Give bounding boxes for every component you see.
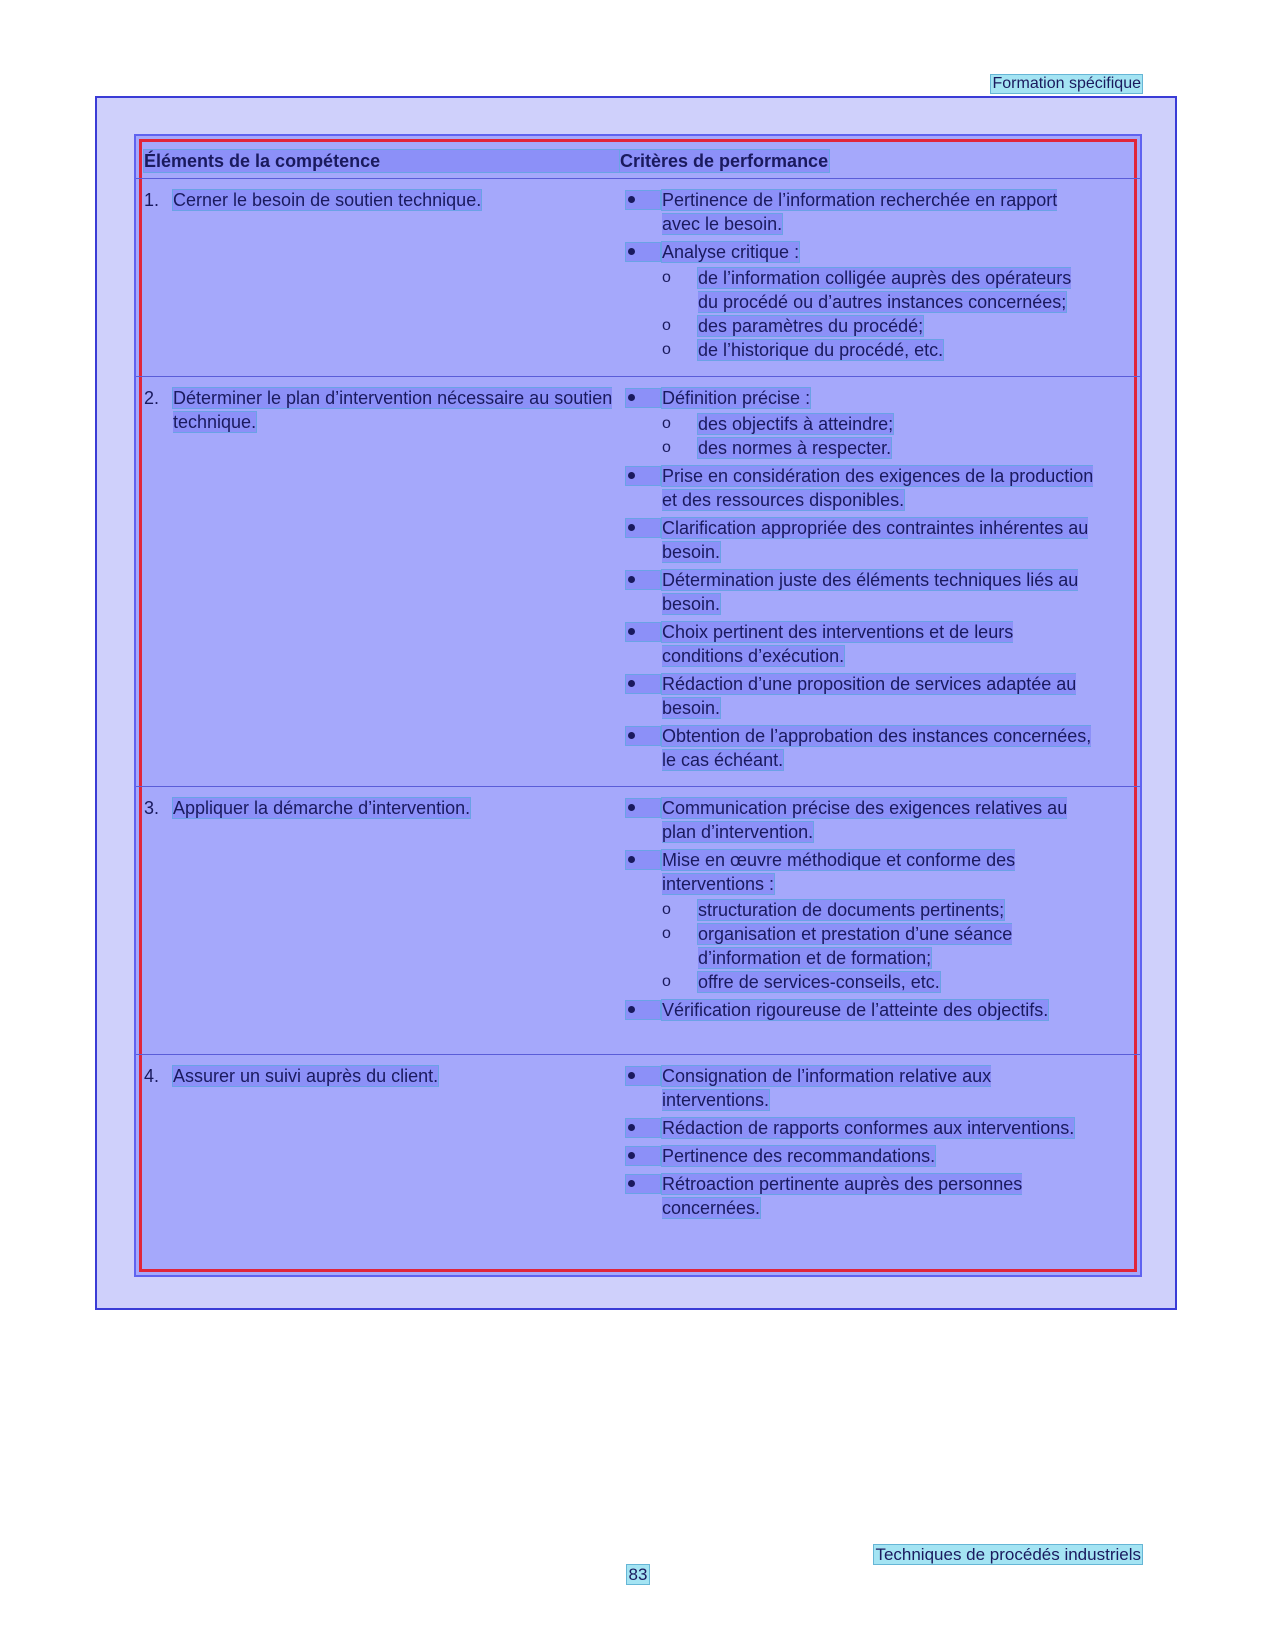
bullet-icon — [626, 467, 660, 485]
sub-bullet-icon: o — [662, 415, 671, 432]
bullet-icon — [626, 1001, 660, 1019]
element-row-1 — [144, 188, 632, 212]
sub-criterion-item: o des objectifs à atteindre; — [662, 414, 894, 434]
page-number: 83 — [628, 1565, 648, 1584]
bullet-icon — [626, 1067, 660, 1085]
criterion-item: Obtention de l’approbation des instances concernées, le cas échéant. — [626, 724, 1096, 772]
sub-criterion-item: o des paramètres du procédé; — [662, 316, 924, 336]
sub-bullet-icon: o — [662, 269, 671, 286]
criterion-item: Rédaction de rapports conformes aux interventions. — [626, 1116, 1096, 1140]
criterion-item: Communication précise des exigences relatives au plan d’intervention. — [626, 796, 1096, 844]
bullet-icon — [626, 1119, 660, 1137]
criterion-item: Définition précise : — [626, 386, 1096, 410]
bullet-icon — [626, 799, 660, 817]
sub-criterion-item: o organisation et prestation d’une séance d’information et de formation; — [662, 924, 1013, 968]
footer-title: Techniques de procédés industriels — [875, 1545, 1141, 1564]
sub-bullet-icon: o — [662, 925, 671, 942]
sub-criterion-item: o offre de services-conseils, etc. — [662, 972, 940, 992]
element-row-3 — [144, 796, 632, 820]
sub-criterion-item: o structuration de documents pertinents; — [662, 900, 1005, 920]
sub-bullet-icon: o — [662, 901, 671, 918]
element-row-4 — [144, 1064, 632, 1088]
criteria-row-4 — [626, 1064, 1096, 1224]
criterion-item: Rédaction d’une proposition de services adaptée au besoin. — [626, 672, 1096, 720]
criterion-item: Pertinence des recommandations. — [626, 1144, 1096, 1168]
criteria-row-3 — [626, 796, 1096, 1026]
row-separator — [136, 376, 1140, 377]
sub-criterion-item: o des normes à respecter. — [662, 438, 892, 458]
criteria-row-1 — [626, 188, 1096, 362]
element-text: Appliquer la démarche d’intervention. — [173, 798, 471, 818]
element-number: 1. — [144, 190, 160, 210]
element-number: 4. — [144, 1066, 160, 1086]
bullet-icon — [626, 571, 660, 589]
column-header-criteria: Critères de performance — [620, 151, 829, 171]
criterion-item: Mise en œuvre méthodique et conforme des interventions : — [626, 848, 1096, 896]
bullet-icon — [626, 851, 660, 869]
header-separator — [136, 178, 1140, 179]
bullet-icon — [626, 623, 660, 641]
sub-bullet-icon: o — [662, 973, 671, 990]
row-separator — [136, 1054, 1140, 1055]
bullet-icon — [626, 1175, 660, 1193]
criterion-item: Détermination juste des éléments techniques liés au besoin. — [626, 568, 1096, 616]
criterion-item: Prise en considération des exigences de la production et des ressources disponibles. — [626, 464, 1096, 512]
criterion-item: Vérification rigoureuse de l’atteinte des objectifs. — [626, 998, 1096, 1022]
criterion-item: Analyse critique : — [626, 240, 1096, 264]
sub-bullet-icon: o — [662, 317, 671, 334]
element-text: Déterminer le plan d’intervention nécessaire au soutien technique. — [173, 388, 613, 432]
element-row-2 — [144, 386, 632, 434]
bullet-icon — [626, 191, 660, 209]
criterion-item: Consignation de l’information relative aux interventions. — [626, 1064, 1096, 1112]
element-text: Cerner le besoin de soutien technique. — [173, 190, 482, 210]
sub-criterion-item: o de l’historique du procédé, etc. — [662, 340, 944, 360]
bullet-icon — [626, 727, 660, 745]
bullet-icon — [626, 519, 660, 537]
sub-bullet-icon: o — [662, 439, 671, 456]
competence-table — [134, 134, 1142, 1277]
criteria-row-2 — [626, 386, 1096, 776]
bullet-icon — [626, 389, 660, 407]
sub-bullet-icon: o — [662, 341, 671, 358]
row-separator — [136, 786, 1140, 787]
element-number: 2. — [144, 388, 160, 408]
criterion-item: Rétroaction pertinente auprès des personnes concernées. — [626, 1172, 1096, 1220]
sub-criterion-item: o de l’information colligée auprès des opérateurs du procédé ou d’autres instances concernées; — [662, 268, 1072, 312]
criterion-item: Pertinence de l’information recherchée en rapport avec le besoin. — [626, 188, 1096, 236]
bullet-icon — [626, 675, 660, 693]
element-number: 3. — [144, 798, 160, 818]
bullet-icon — [626, 1147, 660, 1165]
criterion-item: Clarification appropriée des contraintes inhérentes au besoin. — [626, 516, 1096, 564]
column-header-elements: Éléments de la compétence — [144, 150, 639, 172]
element-text: Assurer un suivi auprès du client. — [173, 1066, 439, 1086]
header-title: Formation spécifique — [992, 75, 1141, 92]
bullet-icon — [626, 243, 660, 261]
criterion-item: Choix pertinent des interventions et de leurs conditions d’exécution. — [626, 620, 1096, 668]
